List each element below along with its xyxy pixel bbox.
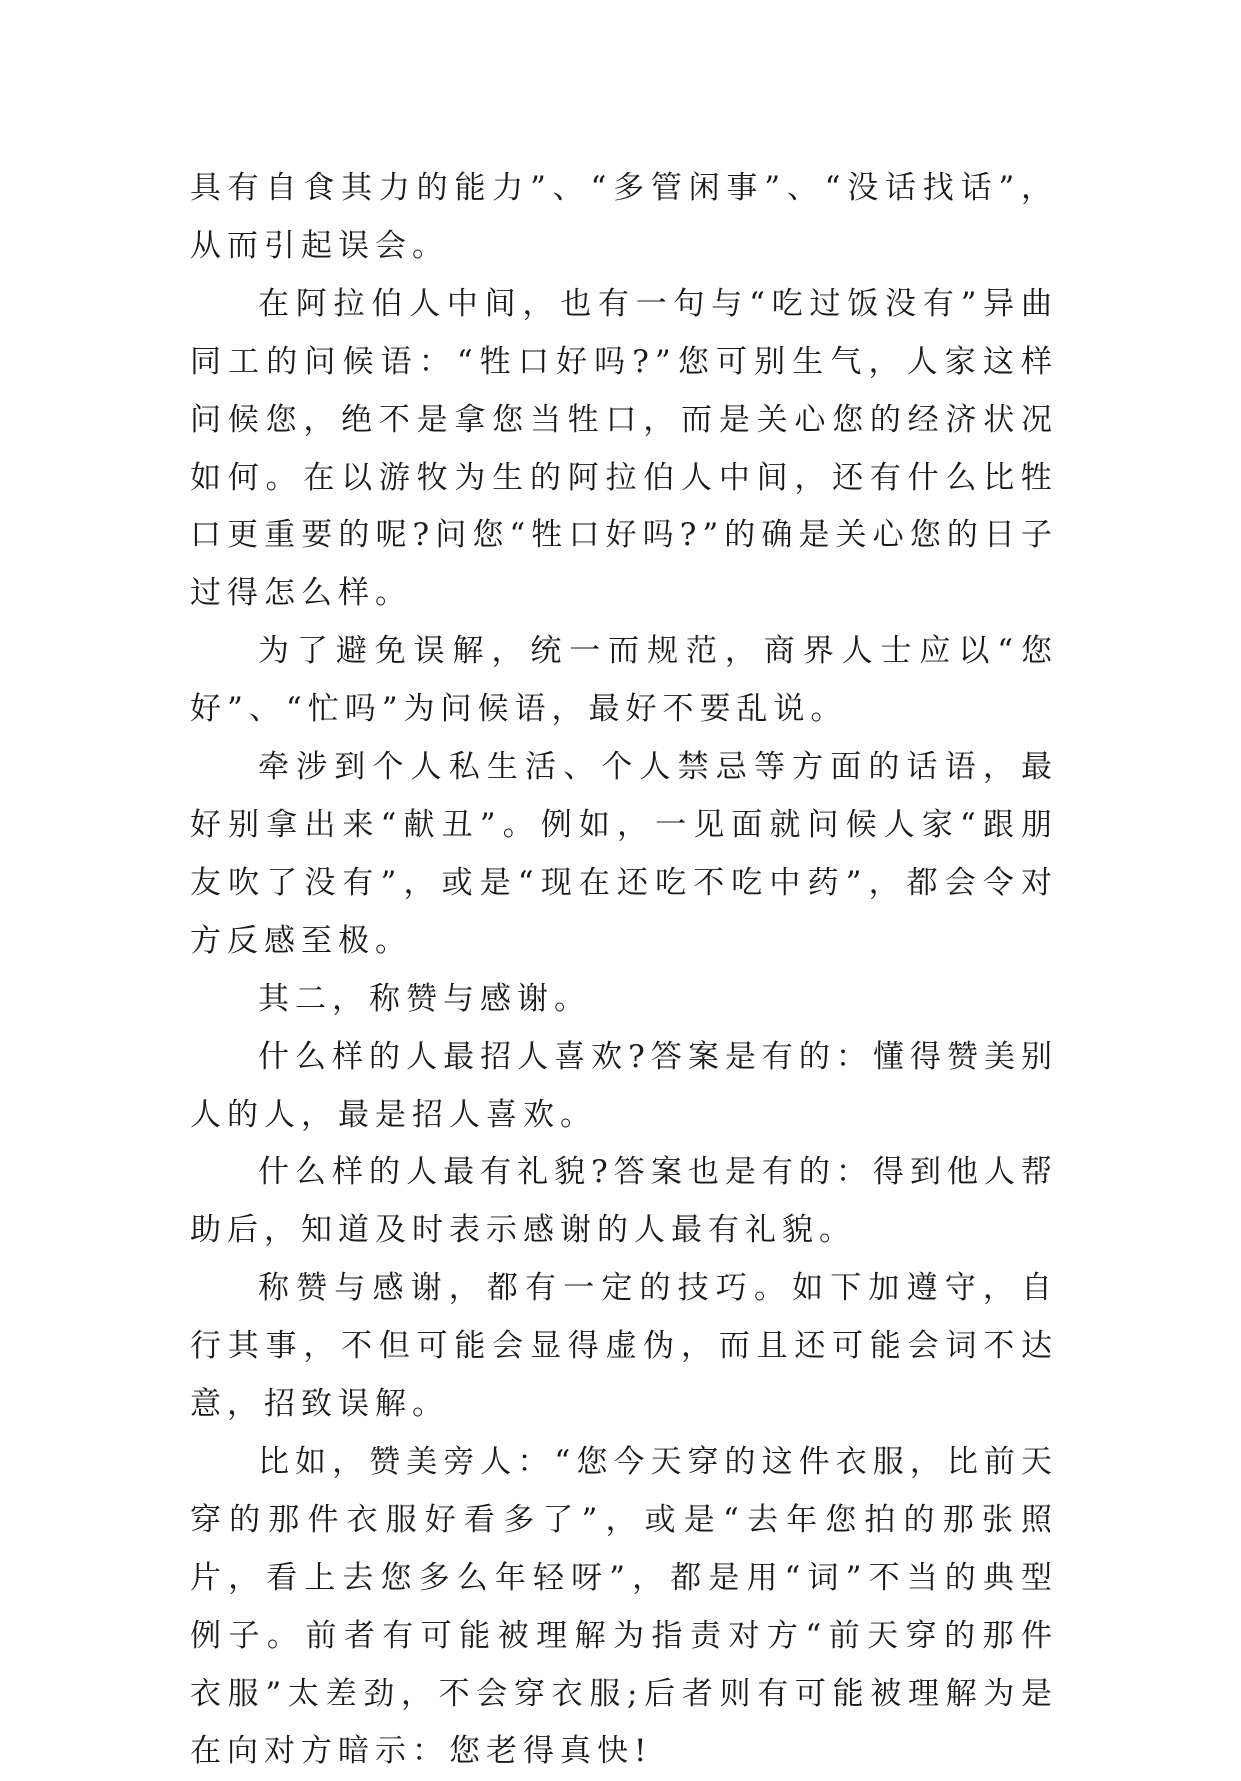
paragraph-arab-greeting: 在阿拉伯人中间，也有一句与“吃过饭没有”异曲同工的问候语：“牲口好吗?”您可别生气，人家这样问候您，绝不是拿您当牲口，而是关心您的经济状况如何。在以游牧为生的阿拉伯人中间，还有什么比牲口更重要的呢?问您“牲口好吗?”的确是关心您的日子过得怎么样。 xyxy=(190,285,1058,612)
paragraph-private-topics: 牵涉到个人私生活、个人禁忌等方面的话语，最好别拿出来“献丑”。例如，一见面就问候人家“跟朋友吹了没有”，或是“现在还吃不吃中药”，都会令对方反感至极。 xyxy=(190,749,1058,959)
paragraph-likable-people: 什么样的人最招人喜欢?答案是有的：懂得赞美别人的人，最是招人喜欢。 xyxy=(190,1038,1058,1133)
paragraph-standard-greeting: 为了避免误解，统一而规范，商界人士应以“您好”、“忙吗”为问候语，最好不要乱说。 xyxy=(190,633,1058,728)
paragraph-technique: 称赞与感谢，都有一定的技巧。如下加遵守，自行其事，不但可能会显得虚伪，而且还可能会词不达意，招致误解。 xyxy=(190,1270,1058,1423)
paragraph-continued: 具有自食其力的能力”、“多管闲事”、“没话找话”，从而引起误会。 xyxy=(190,170,1058,264)
paragraph-example: 比如，赞美旁人：“您今天穿的这件衣服，比前天穿的那件衣服好看多了”，或是“去年您拍的那张照片，看上去您多么年轻呀”，都是用“词”不当的典型例子。前者有可能被理解为指责对方“前天穿的那件衣服”太差劲，不会穿衣服;后者则有可能被理解为是在向对方暗示：您老得真快! xyxy=(190,1443,1058,1770)
section-heading-praise-thanks: 其二，称赞与感谢。 xyxy=(258,980,591,1017)
body-text xyxy=(190,160,1058,1781)
paragraph-polite-people: 什么样的人最有礼貌?答案也是有的：得到他人帮助后，知道及时表示感谢的人最有礼貌。 xyxy=(190,1154,1058,1249)
